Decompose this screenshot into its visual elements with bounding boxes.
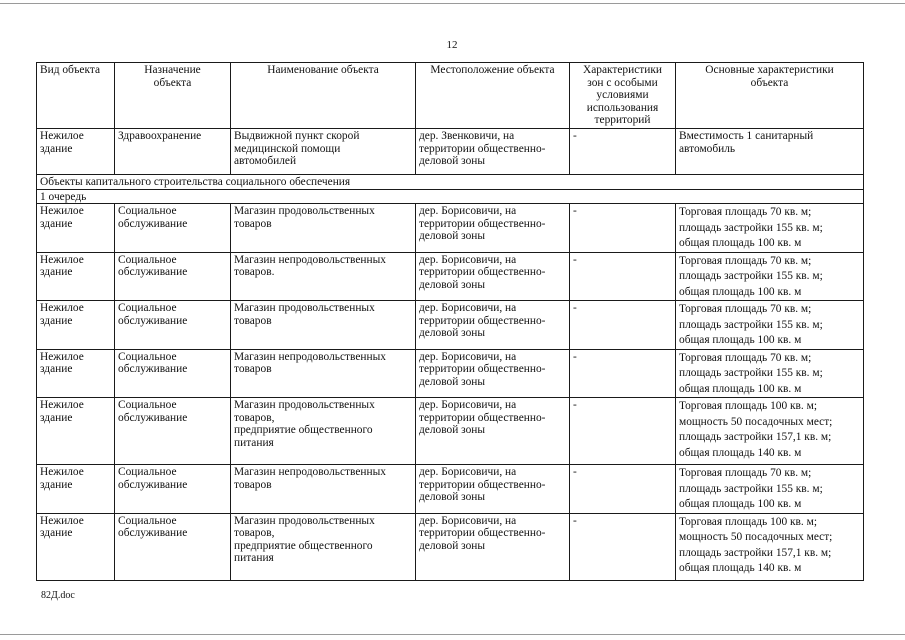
cell-main-characteristics: Торговая площадь 70 кв. м; площадь застройки 155 кв. м; общая площадь 100 кв. м	[676, 349, 864, 398]
cell-object-type: Нежилое здание	[37, 252, 115, 301]
objects-table	[36, 62, 864, 581]
cell-object-purpose: Социальное обслуживание	[115, 349, 231, 398]
cell-object-location: дер. Звенковичи, на территории общественно- деловой зоны	[416, 129, 570, 175]
table-row	[37, 398, 864, 465]
page-number: 12	[446, 39, 458, 51]
cell-object-name: Магазин продовольственных товаров	[231, 301, 416, 350]
header-object-name: Наименование объекта	[231, 63, 416, 129]
cell-object-name: Магазин непродовольственных товаров.	[231, 252, 416, 301]
section-title: Объекты капитального строительства социального обеспечения	[37, 175, 864, 190]
cell-object-purpose: Здравоохранение	[115, 129, 231, 175]
cell-object-name: Выдвижной пункт скорой медицинской помощи автомобилей	[231, 129, 416, 175]
cell-object-type: Нежилое здание	[37, 349, 115, 398]
stage-row	[37, 189, 864, 204]
table-row	[37, 252, 864, 301]
section-row	[37, 175, 864, 190]
cell-zone-characteristics: -	[570, 349, 676, 398]
cell-zone-characteristics: -	[570, 398, 676, 465]
stage-label: 1 очередь	[37, 189, 864, 204]
header-main-characteristics: Основные характеристики объекта	[676, 63, 864, 129]
table-row	[37, 465, 864, 514]
header-object-purpose: Назначение объекта	[115, 63, 231, 129]
cell-main-characteristics: Торговая площадь 70 кв. м; площадь застройки 155 кв. м; общая площадь 100 кв. м	[676, 204, 864, 253]
header-zone-characteristics: Характеристики зон с особыми условиями использования территорий	[570, 63, 676, 129]
table-row	[37, 301, 864, 350]
cell-object-type: Нежилое здание	[37, 465, 115, 514]
scan-bottom-edge	[0, 634, 905, 635]
cell-object-location: дер. Борисовичи, на территории общественно- деловой зоны	[416, 465, 570, 514]
cell-object-type: Нежилое здание	[37, 398, 115, 465]
cell-object-purpose: Социальное обслуживание	[115, 398, 231, 465]
header-object-location: Местоположение объекта	[416, 63, 570, 129]
cell-object-name: Магазин продовольственных товаров	[231, 204, 416, 253]
cell-object-purpose: Социальное обслуживание	[115, 204, 231, 253]
table-header-row	[37, 63, 864, 129]
cell-main-characteristics: Торговая площадь 70 кв. м; площадь застройки 155 кв. м; общая площадь 100 кв. м	[676, 465, 864, 514]
scan-top-edge	[0, 3, 905, 4]
cell-object-location: дер. Борисовичи, на территории общественно- деловой зоны	[416, 513, 570, 580]
table-row	[37, 129, 864, 175]
cell-object-type: Нежилое здание	[37, 204, 115, 253]
cell-object-type: Нежилое здание	[37, 301, 115, 350]
table-row	[37, 204, 864, 253]
cell-object-purpose: Социальное обслуживание	[115, 252, 231, 301]
cell-zone-characteristics: -	[570, 129, 676, 175]
table-row	[37, 349, 864, 398]
cell-object-name: Магазин непродовольственных товаров	[231, 349, 416, 398]
cell-main-characteristics: Торговая площадь 100 кв. м; мощность 50 посадочных мест; площадь застройки 157,1 кв. м; общая площадь 140 кв. м	[676, 398, 864, 465]
cell-main-characteristics: Торговая площадь 70 кв. м; площадь застройки 155 кв. м; общая площадь 100 кв. м	[676, 252, 864, 301]
cell-object-location: дер. Борисовичи, на территории общественно- деловой зоны	[416, 398, 570, 465]
cell-zone-characteristics: -	[570, 301, 676, 350]
cell-zone-characteristics: -	[570, 465, 676, 514]
cell-object-purpose: Социальное обслуживание	[115, 513, 231, 580]
cell-object-purpose: Социальное обслуживание	[115, 465, 231, 514]
cell-object-location: дер. Борисовичи, на территории общественно- деловой зоны	[416, 349, 570, 398]
cell-object-name: Магазин продовольственных товаров, предприятие общественного питания	[231, 398, 416, 465]
cell-zone-characteristics: -	[570, 204, 676, 253]
cell-object-location: дер. Борисовичи, на территории общественно- деловой зоны	[416, 301, 570, 350]
cell-zone-characteristics: -	[570, 252, 676, 301]
cell-object-location: дер. Борисовичи, на территории общественно- деловой зоны	[416, 252, 570, 301]
cell-main-characteristics: Вместимость 1 санитарный автомобиль	[676, 129, 864, 175]
cell-main-characteristics: Торговая площадь 70 кв. м; площадь застройки 155 кв. м; общая площадь 100 кв. м	[676, 301, 864, 350]
header-object-type: Вид объекта	[37, 63, 115, 129]
cell-object-type: Нежилое здание	[37, 513, 115, 580]
file-name-footer: 82Д.doc	[41, 590, 75, 601]
cell-object-name: Магазин непродовольственных товаров	[231, 465, 416, 514]
cell-main-characteristics: Торговая площадь 100 кв. м; мощность 50 посадочных мест; площадь застройки 157,1 кв. м; общая площадь 140 кв. м	[676, 513, 864, 580]
cell-zone-characteristics: -	[570, 513, 676, 580]
cell-object-purpose: Социальное обслуживание	[115, 301, 231, 350]
cell-object-name: Магазин продовольственных товаров, предприятие общественного питания	[231, 513, 416, 580]
cell-object-location: дер. Борисовичи, на территории общественно- деловой зоны	[416, 204, 570, 253]
cell-object-type: Нежилое здание	[37, 129, 115, 175]
table-row	[37, 513, 864, 580]
